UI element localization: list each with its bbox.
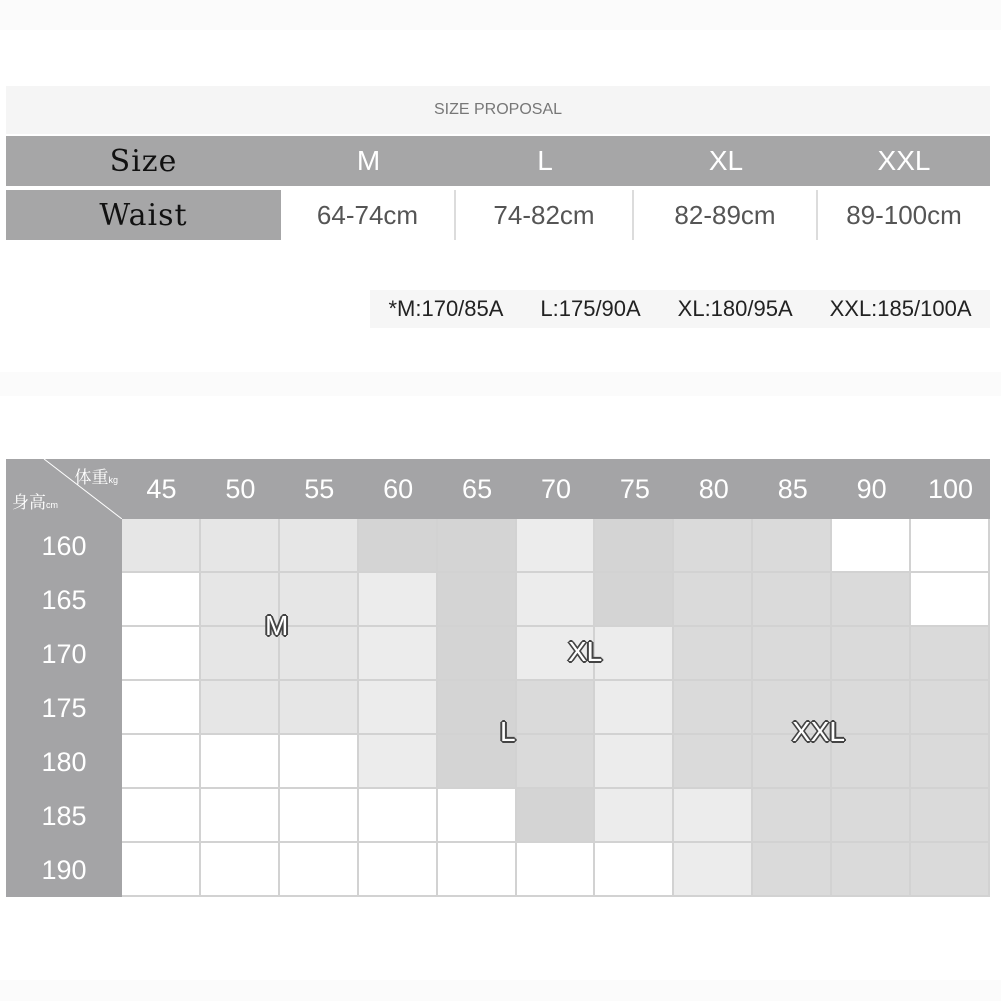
weight-label-text: 体重 [74, 468, 109, 487]
grid-cell-185-55 [280, 789, 359, 843]
grid-cell-170-90 [832, 627, 911, 681]
middle-band [0, 372, 1001, 396]
grid-cell-190-45 [122, 843, 201, 897]
grid-cell-190-50 [201, 843, 280, 897]
waist-l: 74-82cm [456, 190, 634, 240]
grid-cell-185-80 [674, 789, 753, 843]
grid-cell-185-60 [359, 789, 438, 843]
grid-cell-170-100 [911, 627, 990, 681]
weight-axis-label [74, 463, 118, 488]
grid-cell-175-70 [517, 681, 596, 735]
grid-cell-175-60 [359, 681, 438, 735]
size-proposal-title: SIZE PROPOSAL [6, 86, 990, 134]
grid-cell-185-75 [595, 789, 674, 843]
grid-cell-190-85 [753, 843, 832, 897]
grid-cell-160-70 [517, 519, 596, 573]
grid-cell-180-60 [359, 735, 438, 789]
waist-row [6, 190, 990, 240]
grid-cell-185-45 [122, 789, 201, 843]
size-xxl: XXL [877, 145, 931, 176]
grid-cell-165-100 [911, 573, 990, 627]
grid-cell-165-80 [674, 573, 753, 627]
grid-cell-180-75 [595, 735, 674, 789]
grid-cell-165-90 [832, 573, 911, 627]
zone-label-m: M [265, 610, 289, 641]
grid-cell-180-100 [911, 735, 990, 789]
grid-cell-160-50 [201, 519, 280, 573]
grid-cell-170-60 [359, 627, 438, 681]
grid-cell-160-85 [753, 519, 832, 573]
height-unit: cm [46, 500, 58, 510]
zone-label-xxl: XXL [792, 716, 845, 747]
grid-cell-160-65 [438, 519, 517, 573]
grid-cell-190-60 [359, 843, 438, 897]
size-l: L [537, 145, 553, 176]
standard-xxl: XXL:185/100A [829, 296, 972, 321]
grid-cell-185-90 [832, 789, 911, 843]
weight-header-80: 80 [698, 473, 729, 504]
grid-cell-190-65 [438, 843, 517, 897]
weight-header-60: 60 [383, 473, 414, 504]
grid-cell-185-100 [911, 789, 990, 843]
zone-label-xl: XL [568, 636, 603, 667]
grid-cell-185-85 [753, 789, 832, 843]
grid-cell-165-75 [595, 573, 674, 627]
grid-cell-170-55 [280, 627, 359, 681]
grid-cell-180-55 [280, 735, 359, 789]
weight-header-100: 100 [928, 473, 974, 504]
grid-cell-165-45 [122, 573, 201, 627]
grid-cell-160-90 [832, 519, 911, 573]
weight-header-70: 70 [540, 473, 572, 504]
grid-cell-190-100 [911, 843, 990, 897]
grid-cell-175-80 [674, 681, 753, 735]
grid-cell-165-60 [359, 573, 438, 627]
height-label-text: 身高 [12, 493, 46, 512]
weight-header-45: 45 [146, 473, 177, 504]
weight-header-75: 75 [619, 473, 650, 504]
grid-cell-175-45 [122, 681, 201, 735]
grid-cell-185-50 [201, 789, 280, 843]
height-axis-label [12, 488, 58, 513]
grid-cell-160-75 [595, 519, 674, 573]
grid-cell-160-55 [280, 519, 359, 573]
grid-cell-170-65 [438, 627, 517, 681]
weight-header-90: 90 [856, 473, 887, 504]
grid-cell-160-80 [674, 519, 753, 573]
height-header-165: 165 [41, 584, 87, 615]
weight-unit: kg [108, 475, 118, 485]
grid-cell-180-70 [517, 735, 596, 789]
grid-cell-170-80 [674, 627, 753, 681]
grid-cell-190-80 [674, 843, 753, 897]
standard-l: L:175/90A [540, 296, 641, 321]
waist-xxl: 89-100cm [818, 190, 990, 240]
size-row-label: Size [109, 143, 178, 179]
size-row [6, 136, 990, 186]
height-header-190: 190 [41, 854, 87, 885]
grid-cell-160-100 [911, 519, 990, 573]
grid-cell-165-65 [438, 573, 517, 627]
grid-cell-185-70 [517, 789, 596, 843]
grid-cell-175-50 [201, 681, 280, 735]
grid-cell-175-55 [280, 681, 359, 735]
weight-header-85: 85 [777, 473, 808, 504]
grid-cell-160-45 [122, 519, 201, 573]
grid-cell-165-70 [517, 573, 596, 627]
grid-cell-170-85 [753, 627, 832, 681]
grid-cell-190-70 [517, 843, 596, 897]
grid-cell-170-45 [122, 627, 201, 681]
grid-cell-160-60 [359, 519, 438, 573]
bottom-band [0, 980, 1001, 1001]
height-weight-chart [6, 459, 990, 897]
size-m: M [356, 145, 381, 176]
grid-cell-175-75 [595, 681, 674, 735]
grid-cell-165-55 [280, 573, 359, 627]
height-header-160: 160 [41, 530, 87, 561]
weight-header-55: 55 [304, 473, 335, 504]
weight-header-65: 65 [462, 473, 493, 504]
grid-cell-165-85 [753, 573, 832, 627]
height-header-170: 170 [41, 638, 87, 669]
chart-corner-header [6, 459, 122, 519]
standard-m: *M:170/85A [388, 296, 504, 321]
size-xl: XL [708, 145, 744, 176]
grid-cell-175-100 [911, 681, 990, 735]
weight-header-50: 50 [225, 473, 256, 504]
height-header-185: 185 [41, 800, 87, 831]
size-standards-note [370, 290, 990, 328]
waist-row-label: Waist [6, 190, 281, 240]
grid-cell-180-50 [201, 735, 280, 789]
waist-m: 64-74cm [281, 190, 456, 240]
grid-cell-190-90 [832, 843, 911, 897]
grid-cell-190-55 [280, 843, 359, 897]
height-header-175: 175 [41, 692, 87, 723]
height-header-180: 180 [41, 746, 87, 777]
zone-label-l: L [500, 716, 516, 747]
grid-cell-180-80 [674, 735, 753, 789]
grid-cell-190-75 [595, 843, 674, 897]
top-band [0, 0, 1001, 30]
grid-cell-170-75 [595, 627, 674, 681]
waist-xl: 82-89cm [634, 190, 818, 240]
standard-xl: XL:180/95A [677, 296, 793, 321]
grid-cell-180-45 [122, 735, 201, 789]
grid-cell-185-65 [438, 789, 517, 843]
